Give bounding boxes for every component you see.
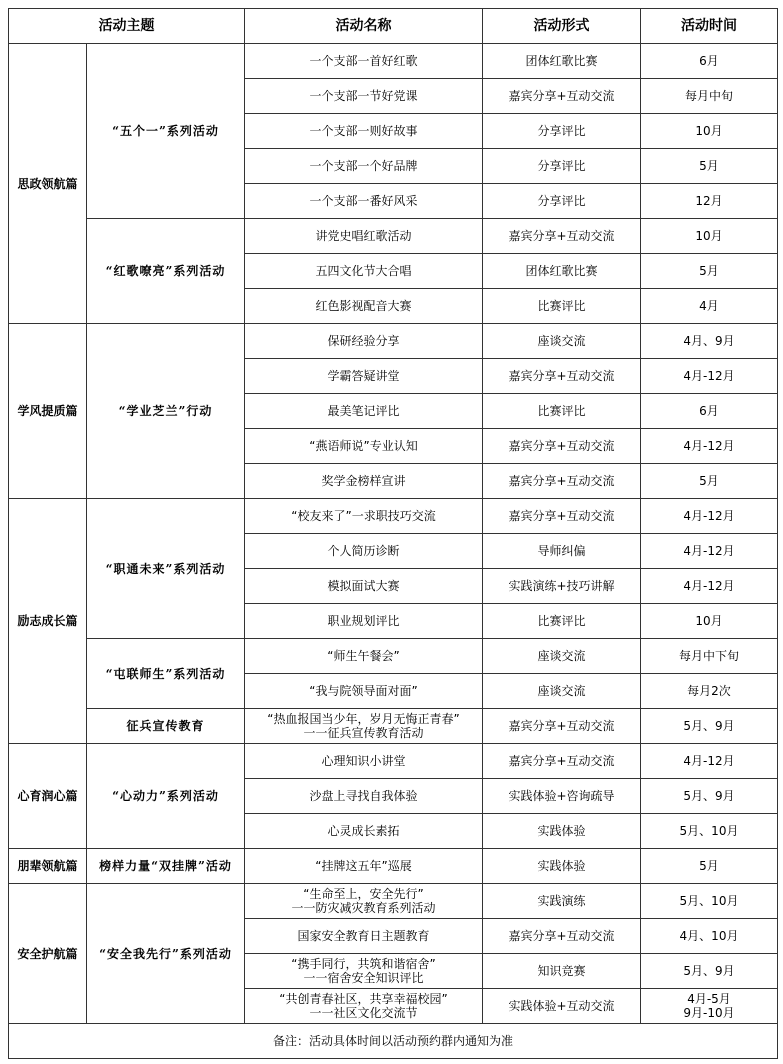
activity-form-cell: 导师纠偏 bbox=[483, 534, 641, 569]
activity-form-cell: 实践体验 bbox=[483, 814, 641, 849]
activity-name-cell: 红色影视配音大赛 bbox=[245, 289, 483, 324]
activity-name-cell: 一个支部一则好故事 bbox=[245, 114, 483, 149]
activity-form-cell: 实践体验+咨询疏导 bbox=[483, 779, 641, 814]
activity-form-cell: 嘉宾分享+互动交流 bbox=[483, 744, 641, 779]
activity-name-cell: 心理知识小讲堂 bbox=[245, 744, 483, 779]
activity-form-cell: 嘉宾分享+互动交流 bbox=[483, 499, 641, 534]
activity-form-cell: 实践演练 bbox=[483, 884, 641, 919]
activity-time-cell: 4月、9月 bbox=[641, 324, 778, 359]
header-name: 活动名称 bbox=[245, 9, 483, 44]
activity-time-cell: 4月-12月 bbox=[641, 744, 778, 779]
activity-name-cell: 保研经验分享 bbox=[245, 324, 483, 359]
table-row bbox=[9, 639, 778, 674]
activity-time-cell: 10月 bbox=[641, 114, 778, 149]
activity-name-cell: 一个支部一节好党课 bbox=[245, 79, 483, 114]
series-cell: “五个一”系列活动 bbox=[87, 44, 245, 219]
activity-name-cell: 一个支部一个好品牌 bbox=[245, 149, 483, 184]
activity-time-cell: 6月 bbox=[641, 394, 778, 429]
activity-name-cell: “共创青春社区，共享幸福校园” 一一社区文化交流节 bbox=[245, 989, 483, 1024]
activity-time-cell: 5月、10月 bbox=[641, 884, 778, 919]
activity-form-cell: 比赛评比 bbox=[483, 604, 641, 639]
series-cell: “红歌嘹亮”系列活动 bbox=[87, 219, 245, 324]
activity-form-cell: 知识竞赛 bbox=[483, 954, 641, 989]
header-theme: 活动主题 bbox=[9, 9, 245, 44]
section-theme-cell: 思政领航篇 bbox=[9, 44, 87, 324]
activity-name-cell: 职业规划评比 bbox=[245, 604, 483, 639]
activity-time-cell: 5月 bbox=[641, 464, 778, 499]
activity-time-cell: 4月-12月 bbox=[641, 359, 778, 394]
table-row bbox=[9, 44, 778, 79]
series-cell: “心动力”系列活动 bbox=[87, 744, 245, 849]
section-theme-cell: 励志成长篇 bbox=[9, 499, 87, 744]
activity-form-cell: 嘉宾分享+互动交流 bbox=[483, 464, 641, 499]
activity-time-cell: 5月 bbox=[641, 149, 778, 184]
table-row bbox=[9, 324, 778, 359]
activity-time-cell: 10月 bbox=[641, 604, 778, 639]
activity-time-cell: 4月 bbox=[641, 289, 778, 324]
activity-time-cell: 5月、9月 bbox=[641, 779, 778, 814]
header-time: 活动时间 bbox=[641, 9, 778, 44]
activity-name-cell: 一个支部一首好红歌 bbox=[245, 44, 483, 79]
activity-form-cell: 座谈交流 bbox=[483, 639, 641, 674]
table-row bbox=[9, 744, 778, 779]
activity-form-cell: 分享评比 bbox=[483, 149, 641, 184]
activity-time-cell: 5月、10月 bbox=[641, 814, 778, 849]
section-theme-cell: 心育润心篇 bbox=[9, 744, 87, 849]
table-row bbox=[9, 499, 778, 534]
activity-time-cell: 5月、9月 bbox=[641, 709, 778, 744]
series-cell: 征兵宣传教育 bbox=[87, 709, 245, 744]
activity-form-cell: 团体红歌比赛 bbox=[483, 44, 641, 79]
series-cell: “屯联师生”系列活动 bbox=[87, 639, 245, 709]
activity-name-cell: 一个支部一番好风采 bbox=[245, 184, 483, 219]
activity-form-cell: 比赛评比 bbox=[483, 289, 641, 324]
activity-form-cell: 团体红歌比赛 bbox=[483, 254, 641, 289]
activity-name-cell: 个人简历诊断 bbox=[245, 534, 483, 569]
activity-name-cell: “热血报国当少年，岁月无悔正青春” 一一征兵宣传教育活动 bbox=[245, 709, 483, 744]
activity-name-cell: 奖学金榜样宣讲 bbox=[245, 464, 483, 499]
activity-time-cell: 每月中旬 bbox=[641, 79, 778, 114]
table-row bbox=[9, 849, 778, 884]
activity-schedule-table bbox=[8, 8, 778, 1059]
activity-time-cell: 12月 bbox=[641, 184, 778, 219]
activity-time-cell: 4月-5月 9月-10月 bbox=[641, 989, 778, 1024]
activity-name-cell: “校友来了”一求职技巧交流 bbox=[245, 499, 483, 534]
section-theme-cell: 朋辈领航篇 bbox=[9, 849, 87, 884]
activity-time-cell: 4月-12月 bbox=[641, 499, 778, 534]
activity-name-cell: 模拟面试大赛 bbox=[245, 569, 483, 604]
table-body bbox=[9, 44, 778, 1024]
activity-form-cell: 嘉宾分享+互动交流 bbox=[483, 709, 641, 744]
activity-name-cell: “我与院领导面对面” bbox=[245, 674, 483, 709]
activity-name-cell: “挂牌这五年”巡展 bbox=[245, 849, 483, 884]
activity-time-cell: 5月、9月 bbox=[641, 954, 778, 989]
activity-name-cell: 心灵成长素拓 bbox=[245, 814, 483, 849]
activity-form-cell: 嘉宾分享+互动交流 bbox=[483, 359, 641, 394]
activity-form-cell: 实践演练+技巧讲解 bbox=[483, 569, 641, 604]
activity-name-cell: “燕语师说”专业认知 bbox=[245, 429, 483, 464]
series-cell: “学业芝兰”行动 bbox=[87, 324, 245, 499]
header-row bbox=[9, 9, 778, 44]
activity-form-cell: 嘉宾分享+互动交流 bbox=[483, 919, 641, 954]
activity-form-cell: 分享评比 bbox=[483, 184, 641, 219]
activity-time-cell: 4月-12月 bbox=[641, 569, 778, 604]
section-theme-cell: 安全护航篇 bbox=[9, 884, 87, 1024]
note-row bbox=[9, 1024, 778, 1059]
table-row bbox=[9, 884, 778, 919]
series-cell: “职通未来”系列活动 bbox=[87, 499, 245, 639]
activity-time-cell: 4月-12月 bbox=[641, 429, 778, 464]
series-cell: “安全我先行”系列活动 bbox=[87, 884, 245, 1024]
activity-time-cell: 4月、10月 bbox=[641, 919, 778, 954]
activity-form-cell: 嘉宾分享+互动交流 bbox=[483, 429, 641, 464]
activity-form-cell: 嘉宾分享+互动交流 bbox=[483, 219, 641, 254]
activity-form-cell: 座谈交流 bbox=[483, 674, 641, 709]
table-row bbox=[9, 219, 778, 254]
footnote: 备注：活动具体时间以活动预约群内通知为准 bbox=[9, 1024, 778, 1059]
activity-time-cell: 5月 bbox=[641, 254, 778, 289]
table-row bbox=[9, 709, 778, 744]
activity-name-cell: “师生午餐会” bbox=[245, 639, 483, 674]
activity-name-cell: “生命至上，安全先行” 一一防灾减灾教育系列活动 bbox=[245, 884, 483, 919]
section-theme-cell: 学风提质篇 bbox=[9, 324, 87, 499]
activity-name-cell: 最美笔记评比 bbox=[245, 394, 483, 429]
activity-name-cell: 五四文化节大合唱 bbox=[245, 254, 483, 289]
activity-time-cell: 5月 bbox=[641, 849, 778, 884]
header-form: 活动形式 bbox=[483, 9, 641, 44]
activity-name-cell: 学霸答疑讲堂 bbox=[245, 359, 483, 394]
activity-name-cell: 讲党史唱红歌活动 bbox=[245, 219, 483, 254]
activity-form-cell: 座谈交流 bbox=[483, 324, 641, 359]
activity-form-cell: 比赛评比 bbox=[483, 394, 641, 429]
activity-name-cell: 沙盘上寻找自我体验 bbox=[245, 779, 483, 814]
activity-form-cell: 嘉宾分享+互动交流 bbox=[483, 79, 641, 114]
activity-time-cell: 4月-12月 bbox=[641, 534, 778, 569]
series-cell: 榜样力量“双挂牌”活动 bbox=[87, 849, 245, 884]
activity-time-cell: 6月 bbox=[641, 44, 778, 79]
activity-form-cell: 分享评比 bbox=[483, 114, 641, 149]
activity-time-cell: 10月 bbox=[641, 219, 778, 254]
activity-time-cell: 每月中下旬 bbox=[641, 639, 778, 674]
activity-name-cell: “携手同行，共筑和谐宿舍” 一一宿舍安全知识评比 bbox=[245, 954, 483, 989]
activity-time-cell: 每月2次 bbox=[641, 674, 778, 709]
activity-name-cell: 国家安全教育日主题教育 bbox=[245, 919, 483, 954]
activity-form-cell: 实践体验+互动交流 bbox=[483, 989, 641, 1024]
activity-form-cell: 实践体验 bbox=[483, 849, 641, 884]
